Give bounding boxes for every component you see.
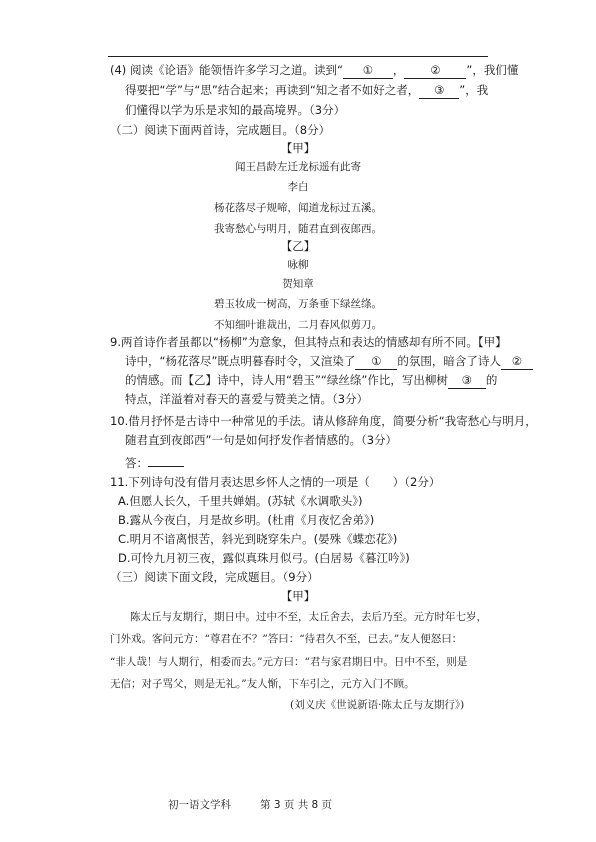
q9-text-2a: 诗中，“杨花落尽”既点明暮春时令，又渲染了: [125, 354, 356, 368]
passage-tag: 【甲】: [280, 589, 316, 603]
answer-input[interactable]: [148, 454, 184, 467]
q10-line-2: 随君直到夜郎西”一句是如何抒发作者情感的。（3分）: [125, 433, 398, 447]
q11-option-a[interactable]: A.但愿人长久，千里共婵娟。(苏轼《水调歌头》): [118, 494, 363, 508]
q11-option-c[interactable]: C.明月不谙离恨苦，斜光到晓穿朱户。(晏殊《蝶恋花》): [118, 532, 398, 546]
passage-source: (刘义庆《世说新语·陈太丘与友期行》): [290, 699, 465, 711]
q4-text-1b: ”，我们懂: [466, 63, 519, 77]
poem-b-author: 贺知章: [282, 278, 314, 290]
passage-line-2: 门外戏。客问元方：“尊君在不？”答曰：“待君久不至，已去。”友人便怒曰：: [110, 633, 463, 645]
q4-line-3: 们懂得以学为乐是求知的最高境界。（3分）: [125, 103, 346, 117]
poem-a-author: 李白: [287, 181, 309, 193]
answer-label: 答：: [125, 456, 148, 470]
poem-b-line-1: 碧玉妆成一树高，万条垂下绿丝绦。: [214, 298, 382, 310]
q11-option-d[interactable]: D.可怜九月初三夜，露似真珠月似弓。(白居易《暮江吟》): [118, 551, 410, 565]
poem-b-title: 咏柳: [287, 259, 309, 271]
q11-stem: 11.下列诗句没有借月表达思乡怀人之情的一项是（ ）（2分）: [110, 475, 441, 489]
q10-line-1: 10.借月抒怀是古诗中一种常见的手法。请从修辞角度，简要分析“我寄愁心与明月，: [110, 414, 537, 428]
blank-3[interactable]: ③: [419, 83, 459, 99]
q9-line-3: [125, 373, 497, 389]
section-3-heading: （三）阅读下面文段，完成题目。（9分）: [110, 570, 319, 584]
q4-text-2: 得要把“学”与“思”结合起来；再读到“知之者不如好之者，: [125, 83, 420, 97]
blank-1[interactable]: ①: [343, 63, 393, 79]
q4-text-1a: (4) 阅读《论语》能领悟许多学习之道。读到“: [110, 63, 343, 77]
q4-text-2b: ”，我: [459, 83, 489, 97]
q9-line-1: 9.两首诗作者虽都以“杨柳”为意象，但其特点和表达的情感却有所不同。【甲】: [110, 335, 507, 349]
blank-2[interactable]: ②: [404, 63, 466, 79]
footer-page-number: 第 3 页 共 8 页: [260, 799, 333, 811]
q9-line-2: [125, 354, 533, 370]
q9-text-2b: 的氛围，暗含了诗人: [397, 354, 501, 368]
top-rule: [108, 56, 488, 57]
q9-text-3a: 的情感。而【乙】诗中，诗人用“碧玉”“绿丝绦”作比，写出柳树: [125, 373, 448, 387]
poem-a-line-2: 我寄愁心与明月，随君直到夜郎西。: [214, 223, 382, 235]
section-2-heading: （二）阅读下面两首诗，完成题目。（8分）: [110, 123, 331, 137]
q4-line-2: [125, 83, 488, 99]
footer-subject: 初一语文学科: [168, 799, 231, 811]
blank-3[interactable]: ③: [448, 373, 486, 389]
q9-line-4: 特点，洋溢着对春天的喜爱与赞美之情。（3分）: [125, 392, 369, 406]
q4-comma: ，: [392, 63, 405, 77]
q10-answer-line: [125, 454, 184, 471]
poem-b-line-2: 不知细叶谁裁出，二月春风似剪刀。: [214, 319, 382, 331]
blank-2[interactable]: ②: [501, 354, 533, 370]
poem-b-tag: 【乙】: [280, 239, 316, 253]
poem-a-title: 闻王昌龄左迁龙标遥有此寄: [235, 161, 361, 173]
q11-option-b[interactable]: B.露从今夜白，月是故乡明。(杜甫《月夜忆舍弟》): [118, 513, 375, 527]
passage-line-4: 无信；对子骂父，则是无礼。”友人惭，下车引之，元方入门不顾。: [110, 678, 415, 690]
passage-line-1: 陈太丘与友期行，期日中。过中不至，太丘舍去，去后乃至。元方时年七岁，: [130, 611, 487, 623]
q4-line-1: [110, 63, 518, 79]
q9-text-3b: 的: [485, 373, 498, 387]
poem-a-line-1: 杨花落尽子规啼，闻道龙标过五溪。: [214, 202, 382, 214]
blank-1[interactable]: ①: [355, 354, 397, 370]
passage-line-3: “非人哉！与人期行，相委而去。”元方曰：“君与家君期日中。日中不至，则是: [110, 656, 468, 668]
poem-a-tag: 【甲】: [280, 141, 316, 155]
